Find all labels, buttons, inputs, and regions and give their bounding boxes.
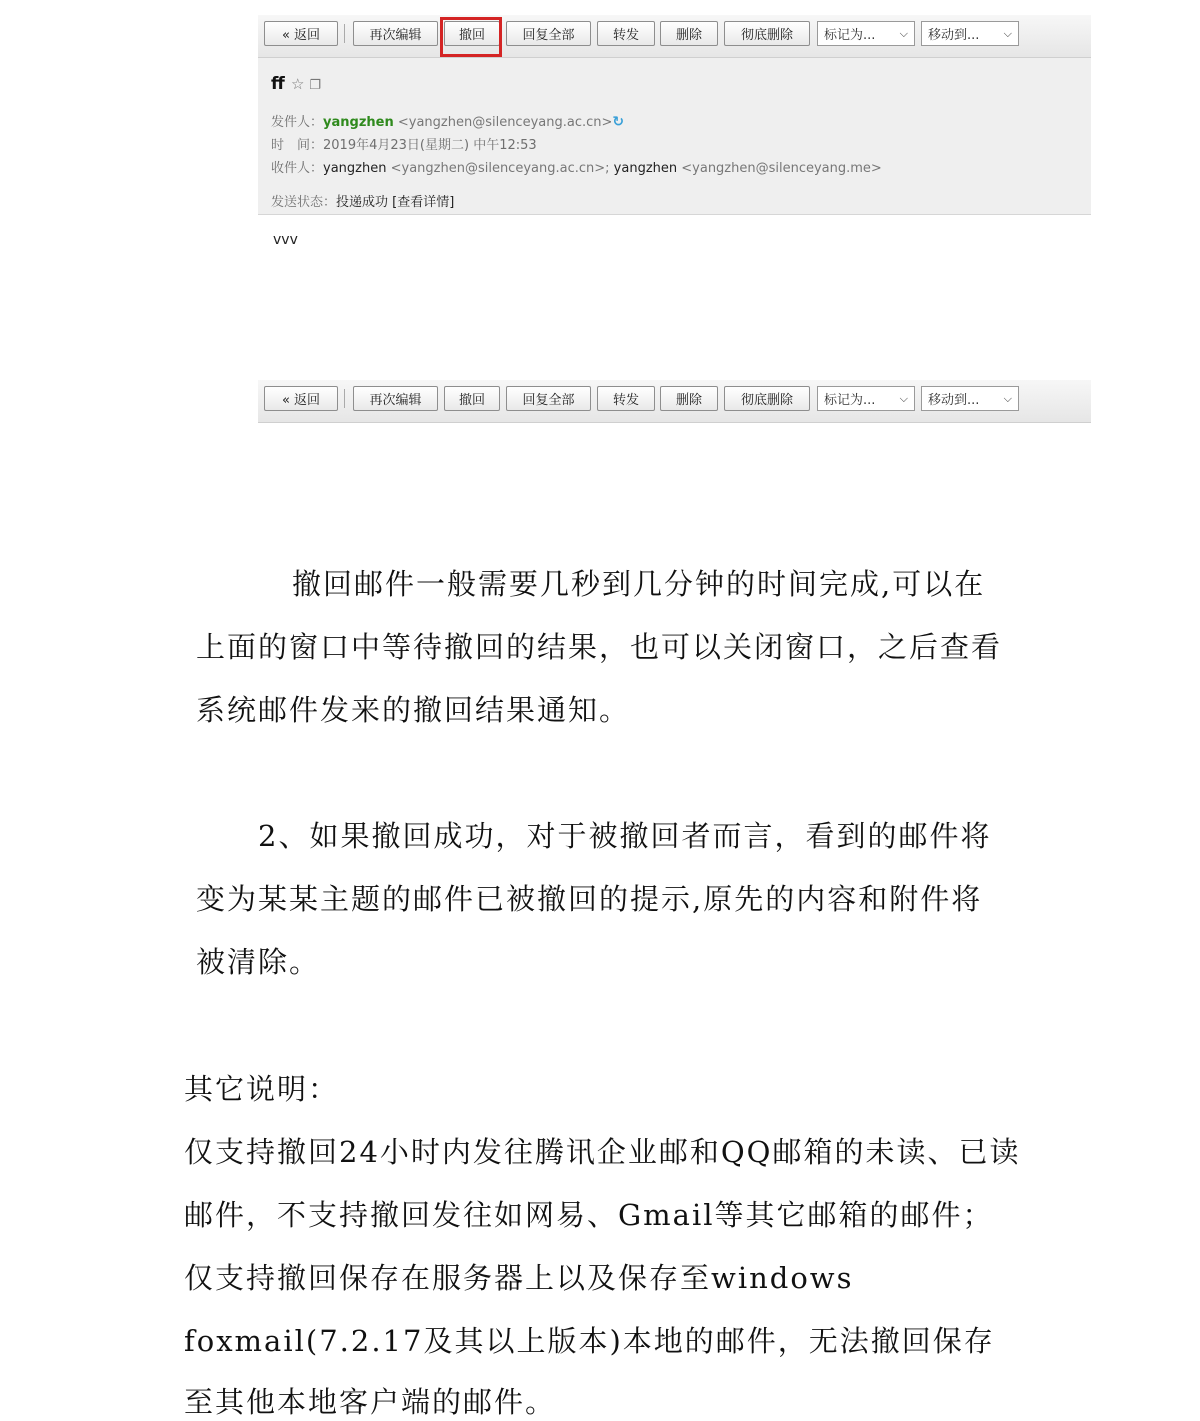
time-value: 2019年4月23日(星期二) 中午12:53 [323, 138, 537, 153]
star-icon[interactable]: ☆ [291, 75, 305, 93]
mark-as-select[interactable] [817, 386, 915, 411]
sender-line [271, 111, 624, 130]
notes-line-3: 仅支持撤回保存在服务器上以及保存至windows [184, 1261, 854, 1295]
delete-permanently-button[interactable]: 彻底删除 [724, 386, 810, 411]
email-view [258, 15, 1091, 215]
sender-label: 发件人： [271, 115, 324, 130]
paragraph-1-line-3: 系统邮件发来的撤回结果通知。 [196, 693, 631, 727]
recipient-line [271, 157, 882, 176]
paragraph-2-line-1: 2、如果撤回成功，对于被撤回者而言，看到的邮件将 [258, 819, 992, 853]
mark-as-label: 标记为... [824, 393, 876, 408]
chevron-down-icon: ⌵ [899, 392, 908, 405]
move-to-label: 移动到... [928, 393, 980, 408]
sender-name[interactable]: yangzhen [323, 115, 394, 130]
delete-permanently-button[interactable]: 彻底删除 [724, 21, 810, 46]
move-to-select[interactable] [921, 21, 1019, 46]
recipient-name-1[interactable]: yangzhen [323, 161, 387, 176]
delete-button[interactable]: 删除 [660, 21, 718, 46]
toolbar-bottom [258, 380, 1091, 423]
move-to-select[interactable] [921, 386, 1019, 411]
refresh-icon[interactable]: ↻ [612, 114, 625, 130]
forward-button[interactable]: 转发 [597, 21, 655, 46]
mark-as-select[interactable] [817, 21, 915, 46]
recall-button[interactable]: 撤回 [444, 21, 500, 46]
back-button[interactable]: « 返回 [264, 386, 338, 411]
paragraph-2-line-3: 被清除。 [196, 945, 321, 979]
delivery-status-value[interactable]: 投递成功 [查看详情] [336, 195, 455, 210]
notes-heading: 其它说明： [184, 1072, 340, 1106]
chevron-down-icon: ⌵ [899, 27, 908, 40]
recipient-address-2: <yangzhen@silenceyang.me> [681, 161, 882, 176]
toolbar-divider [344, 24, 345, 43]
recipient-label: 收件人： [271, 161, 324, 176]
edit-again-button[interactable]: 再次编辑 [353, 21, 438, 46]
recipient-name-2[interactable]: yangzhen [613, 161, 678, 176]
reply-all-button[interactable]: 回复全部 [506, 386, 591, 411]
mark-as-label: 标记为... [824, 28, 876, 43]
notes-line-1: 仅支持撤回24小时内发往腾讯企业邮和QQ邮箱的未读、已读 [184, 1135, 1021, 1169]
edit-again-button[interactable]: 再次编辑 [353, 386, 438, 411]
paragraph-2-line-2: 变为某某主题的邮件已被撤回的提示,原先的内容和附件将 [196, 882, 983, 916]
chevron-down-icon: ⌵ [1003, 27, 1012, 40]
popout-icon[interactable]: ❐ [309, 78, 321, 93]
forward-button[interactable]: 转发 [597, 386, 655, 411]
time-line [271, 134, 537, 153]
delivery-status-line [271, 191, 454, 210]
recall-highlight-box [440, 17, 502, 57]
notes-line-2: 邮件，不支持撤回发往如网易、Gmail等其它邮箱的邮件； [184, 1198, 994, 1232]
notes-line-4: foxmail(7.2.17及其以上版本)本地的邮件，无法撤回保存 [184, 1324, 995, 1358]
paragraph-1-line-1: 撤回邮件一般需要几秒到几分钟的时间完成,可以在 [292, 567, 986, 601]
chevron-down-icon: ⌵ [1003, 392, 1012, 405]
recipient-address-1: <yangzhen@silenceyang.ac.cn>; [390, 161, 610, 176]
recall-button[interactable]: 撤回 [444, 386, 500, 411]
mail-subject: ff [271, 74, 285, 94]
back-button[interactable]: « 返回 [264, 21, 338, 46]
notes-line-5: 至其他本地客户端的邮件。 [184, 1385, 557, 1419]
mail-header [258, 58, 1091, 215]
sender-address: <yangzhen@silenceyang.ac.cn> [397, 115, 613, 130]
time-label: 时 间： [271, 138, 324, 153]
paragraph-1-line-2: 上面的窗口中等待撤回的结果，也可以关闭窗口，之后查看 [196, 630, 1003, 664]
toolbar-top [258, 15, 1091, 58]
move-to-label: 移动到... [928, 28, 980, 43]
reply-all-button[interactable]: 回复全部 [506, 21, 591, 46]
subject-icons [291, 75, 321, 93]
delete-button[interactable]: 删除 [660, 386, 718, 411]
mail-body: vvv [273, 232, 298, 248]
delivery-status-label: 发送状态： [271, 195, 337, 210]
toolbar-divider [344, 389, 345, 408]
